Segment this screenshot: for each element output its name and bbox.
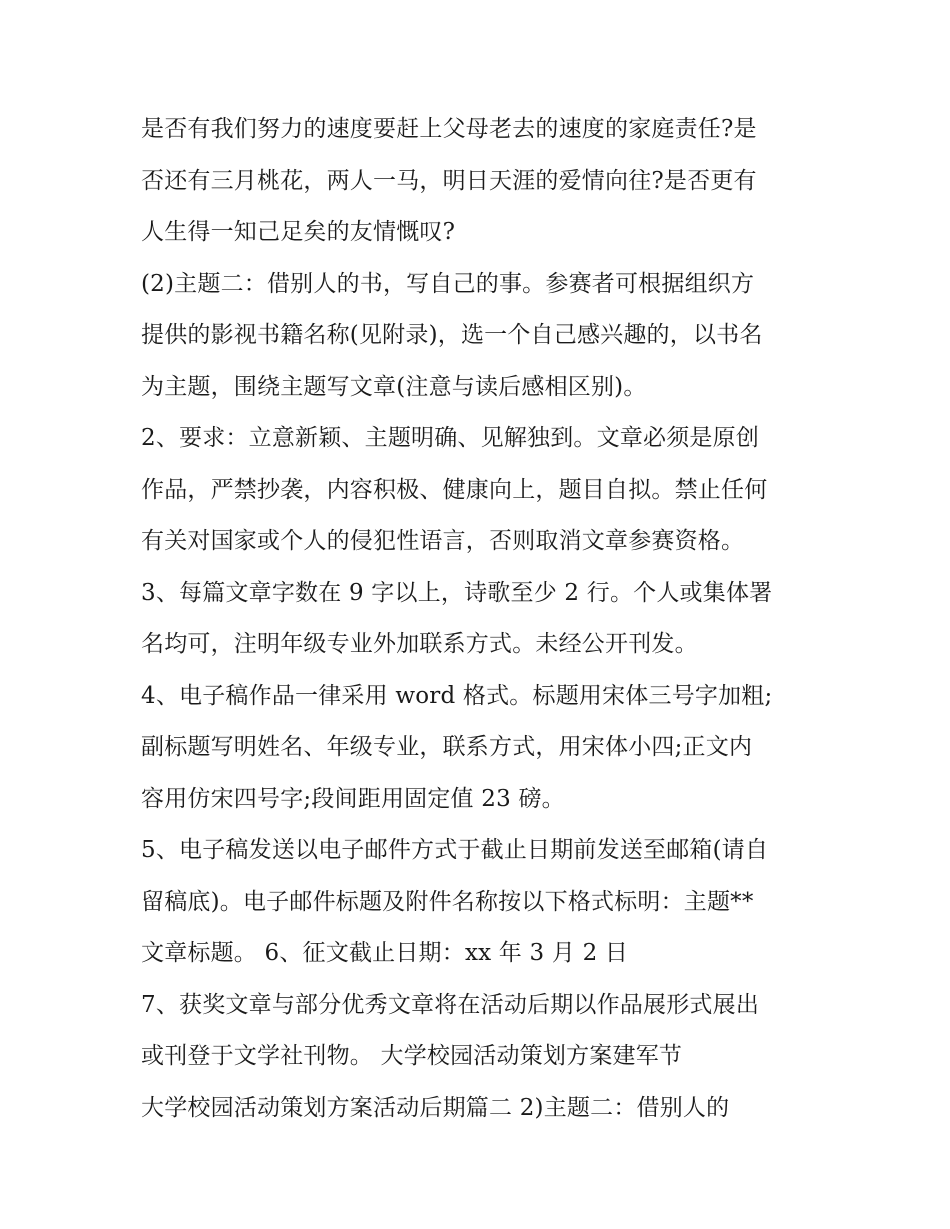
- text-line: 文章标题。 6、征文截止日期：xx 年 3 月 2 日: [141, 940, 629, 966]
- text-line: 3、每篇文章字数在 9 字以上，诗歌至少 2 行。个人或集体署: [141, 579, 773, 606]
- text-line: 副标题写明姓名、年级专业，联系方式，用宋体小四;正文内: [141, 734, 753, 760]
- text-line: 是否有我们努力的速度要赶上父母老去的速度的家庭责任?是: [141, 116, 757, 142]
- text-line: 作品，严禁抄袭，内容积极、健康向上，题目自拟。禁止任何: [141, 476, 768, 503]
- text-line: 为主题，围绕主题写文章(注意与读后感相区别)。: [141, 373, 647, 400]
- text-line: 有关对国家或个人的侵犯性语言，否则取消文章参赛资格。: [141, 528, 745, 554]
- text-line: 5、电子稿发送以电子邮件方式于截止日期前发送至邮箱(请自: [141, 837, 769, 863]
- text-line: 大学校园活动策划方案活动后期篇二 2)主题二：借别人的: [141, 1094, 730, 1121]
- text-line: 提供的影视书籍名称(见附录)，选一个自己感兴趣的，以书名: [141, 322, 763, 348]
- text-line: 7、获奖文章与部分优秀文章将在活动后期以作品展形式展出: [141, 991, 760, 1018]
- text-line: 2、要求：立意新颖、主题明确、见解独到。文章必须是原创: [141, 425, 760, 451]
- text-line: 留稿底)。电子邮件标题及附件名称按以下格式标明：主题**: [141, 888, 754, 915]
- text-line: 容用仿宋四号字;段间距用固定值 23 磅。: [141, 785, 565, 812]
- text-line: 名均可，注明年级专业外加联系方式。未经公开刊发。: [141, 631, 698, 657]
- text-line: 4、电子稿作品一律采用 word 格式。标题用宋体三号字加粗;: [141, 682, 773, 709]
- text-line: 或刊登于文学社刊物。 大学校园活动策划方案建军节: [141, 1043, 683, 1069]
- text-line: (2)主题二：借别人的书，写自己的事。参赛者可根据组织方: [141, 270, 755, 297]
- text-line: 人生得一知己足矣的友情慨叹?: [141, 219, 456, 245]
- text-line: 否还有三月桃花，两人一马，明日天涯的爱情向往?是否更有: [141, 167, 757, 194]
